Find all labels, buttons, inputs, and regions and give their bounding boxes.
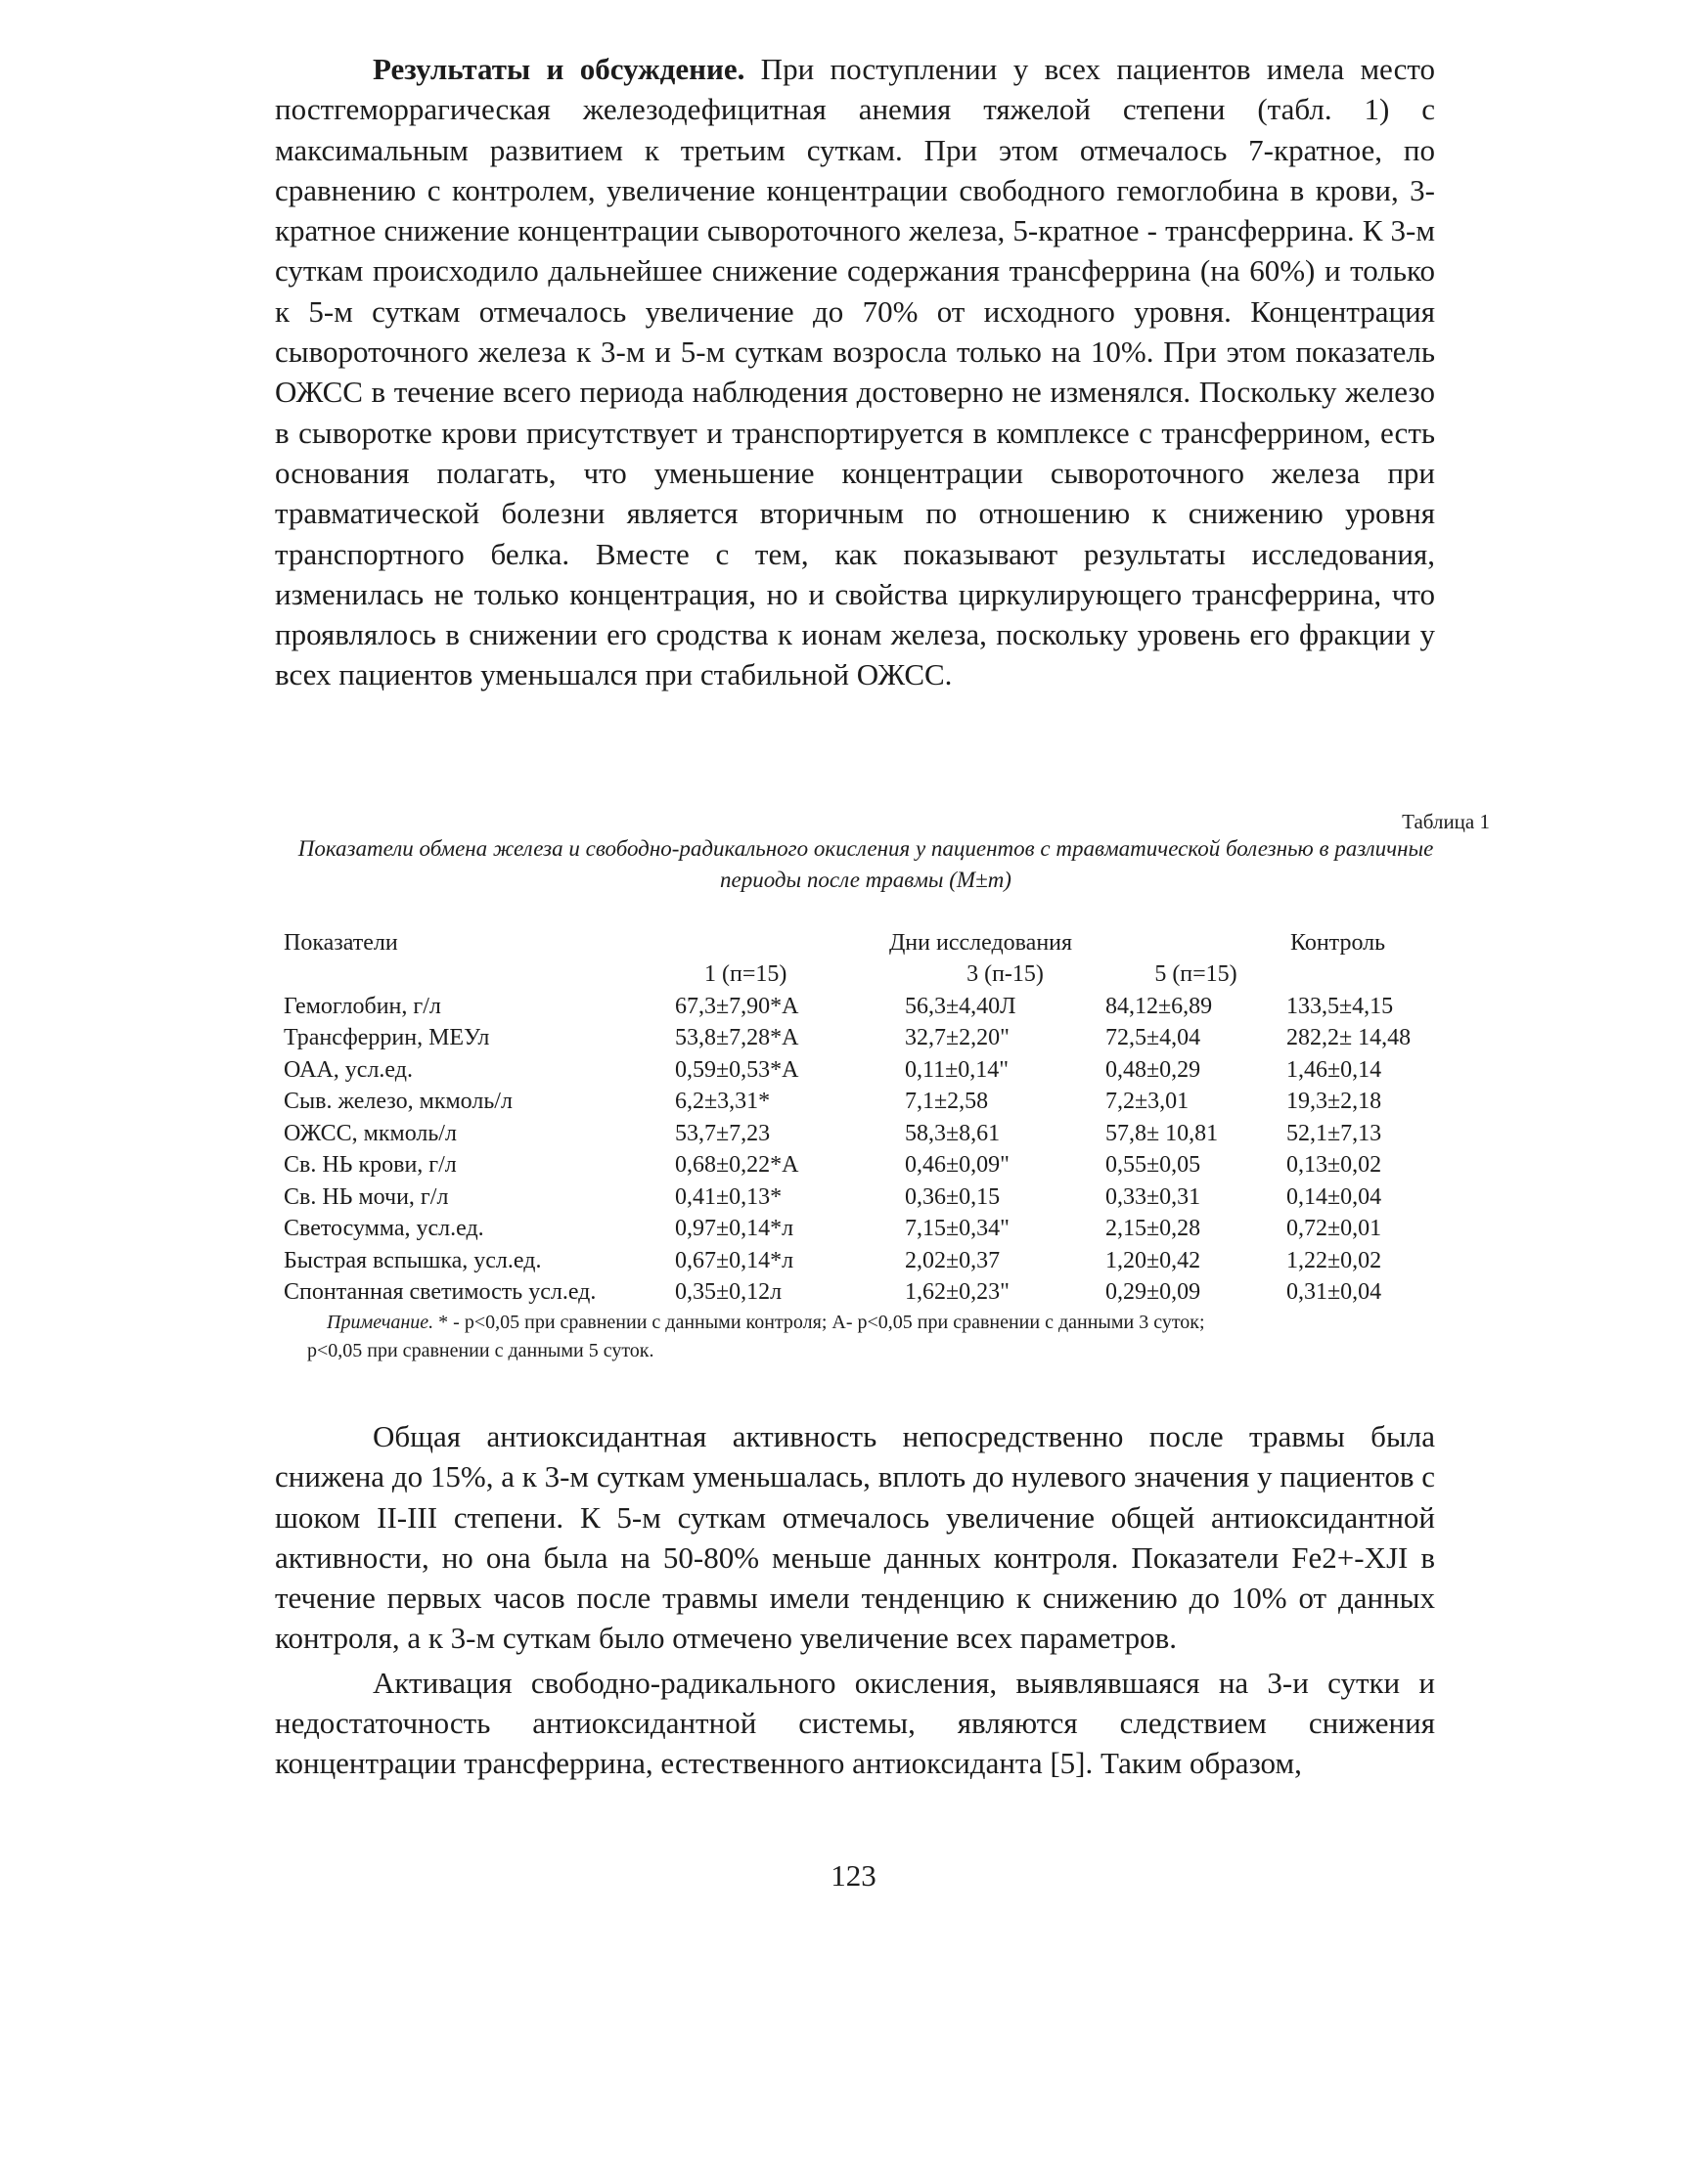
table-subheader-row xyxy=(284,959,1457,992)
cell-day3: 32,7±2,20" xyxy=(905,1025,1010,1051)
cell-indicator: Гемоглобин, г/л xyxy=(284,993,441,1019)
cell-day3: 56,3±4,40Л xyxy=(905,993,1016,1019)
table-note xyxy=(284,1309,1448,1365)
header-days-group: Дни исследования xyxy=(888,929,1073,956)
discussion-paragraph: Активация свободно-радикального окисления, выявлявшаяся на 3-и сутки и недостаточность антиоксидантной системы, являются следствием снижения концентрации трансферрина, естественного антиоксиданта [5]. Таким образом, xyxy=(275,1665,1435,1781)
cell-day5: 72,5±4,04 xyxy=(1105,1025,1201,1051)
cell-day3: 0,36±0,15 xyxy=(905,1183,1001,1210)
results-paragraph xyxy=(275,49,1435,695)
cell-indicator: Быстрая вспышка, усл.ед. xyxy=(284,1247,542,1273)
cell-day5: 7,2±3,01 xyxy=(1105,1089,1190,1115)
table-row xyxy=(284,1214,1457,1246)
cell-day1: 67,3±7,90*А xyxy=(675,993,799,1019)
note-label: Примечание. xyxy=(327,1312,434,1333)
table-row xyxy=(284,1150,1457,1182)
cell-control: 0,14±0,04 xyxy=(1286,1183,1382,1210)
cell-control: 133,5±4,15 xyxy=(1286,993,1394,1019)
cell-day5: 0,29±0,09 xyxy=(1105,1279,1201,1306)
table-row xyxy=(284,991,1457,1023)
cell-day3: 1,62±0,23" xyxy=(905,1279,1010,1306)
cell-indicator: ОЖСС, мкмоль/л xyxy=(284,1120,457,1146)
cell-control: 0,72±0,01 xyxy=(1286,1216,1382,1242)
cell-day1: 0,59±0,53*А xyxy=(675,1056,799,1083)
note-line-2: р<0,05 при сравнении с данными 5 суток. xyxy=(307,1340,654,1361)
table-row xyxy=(284,1023,1457,1055)
cell-day5: 57,8± 10,81 xyxy=(1105,1120,1219,1146)
cell-day1: 6,2±3,31* xyxy=(675,1089,771,1115)
cell-day1: 0,35±0,12л xyxy=(675,1279,783,1306)
cell-day5: 0,48±0,29 xyxy=(1105,1056,1201,1083)
table-row xyxy=(284,1181,1457,1214)
note-line-1 xyxy=(284,1309,1448,1337)
table-body xyxy=(284,927,1457,1309)
table-row xyxy=(284,1277,1457,1310)
cell-day1: 0,68±0,22*А xyxy=(675,1152,799,1179)
cell-control: 0,31±0,04 xyxy=(1286,1279,1382,1306)
header-control: Контроль xyxy=(1290,929,1386,956)
cell-day5: 0,33±0,31 xyxy=(1105,1183,1201,1210)
cell-day1: 0,97±0,14*л xyxy=(675,1216,794,1242)
table-row xyxy=(284,1087,1457,1119)
cell-day3: 7,15±0,34" xyxy=(905,1216,1010,1242)
cell-day3: 0,11±0,14" xyxy=(905,1056,1010,1083)
table-caption: Показатели обмена железа и свободно-радикального окисления у пациентов с травматической болезнью в различные периоды после травмы (М±m) xyxy=(297,836,1434,892)
cell-control: 282,2± 14,48 xyxy=(1286,1025,1412,1051)
cell-indicator: Св. НЬ мочи, г/л xyxy=(284,1183,449,1210)
iron-metabolism-table xyxy=(284,927,1457,1309)
discussion-section xyxy=(275,1416,1435,1784)
cell-day5: 0,55±0,05 xyxy=(1105,1152,1201,1179)
cell-indicator: Спонтанная светимость усл.ед. xyxy=(284,1279,597,1306)
cell-day1: 53,8±7,28*А xyxy=(675,1025,799,1051)
cell-control: 52,1±7,13 xyxy=(1286,1120,1382,1146)
cell-control: 0,13±0,02 xyxy=(1286,1152,1382,1179)
cell-day3: 0,46±0,09" xyxy=(905,1152,1010,1179)
page-number: 123 xyxy=(831,1858,876,1893)
cell-control: 1,22±0,02 xyxy=(1286,1247,1382,1273)
header-day3: 3 (п-15) xyxy=(966,961,1044,988)
discussion-paragraph: Общая антиоксидантная активность непосредственно после травмы была снижена до 15%, а к 3-м суткам уменьшалась, вплоть до нулевого значения у пациентов с шоком II-III степени. К 5-м суткам отмечалось увеличение общей антиоксидантной активности, но она была на 50-80% меньше данных контроля. Показатели Fe2+-XJI в течение первых часов после травмы имели тенденцию к снижению до 10% от данных контроля, а к 3-м суткам было отмечено увеличение всех параметров. xyxy=(275,1419,1435,1656)
section-heading: Результаты и обсуждение. xyxy=(373,52,745,86)
cell-control: 19,3±2,18 xyxy=(1286,1089,1382,1115)
cell-day1: 0,67±0,14*л xyxy=(675,1247,794,1273)
table-row xyxy=(284,1054,1457,1087)
table-row xyxy=(284,1118,1457,1150)
results-section xyxy=(275,49,1435,695)
cell-day1: 0,41±0,13* xyxy=(675,1183,783,1210)
cell-day5: 2,15±0,28 xyxy=(1105,1216,1201,1242)
cell-day3: 7,1±2,58 xyxy=(905,1089,989,1115)
header-empty xyxy=(284,959,675,992)
cell-control: 1,46±0,14 xyxy=(1286,1056,1382,1083)
results-text: При поступлении у всех пациентов имела место постгеморрагическая железодефицитная анемия тяжелой степени (табл. 1) с максимальным развитием к третьим суткам. При этом отмечалось 7-кратное, по сравнению с контролем, увеличение концентрации свободного гемоглобина в крови, 3-кратное снижение концентрации сывороточного железа, 5-кратное - трансферрина. К 3-м суткам происходило дальнейшее снижение содержания трансферрина (на 60%) и только к 5-м суткам отмечалось увеличение до 70% от исходного уровня. Концентрация сывороточного железа к 3-м и 5-м суткам возросла только на 10%. При этом показатель ОЖСС в течение всего периода наблюдения достоверно не изменялся. Поскольку железо в сыворотке крови присутствует и транспортируется в комплексе с трансферрином, есть основания полагать, что уменьшение концентрации сывороточного железа при травматической болезни является вторичным по отношению к снижению уровня транспортного белка. Вместе с тем, как показывают результаты исследования, изменилась не только концентрация, но и свойства циркулирующего трансферрина, что проявлялось в снижении его сродства к ионам железа, поскольку уровень его фракции у всех пациентов уменьшался при стабильной ОЖСС. xyxy=(275,52,1435,692)
cell-day5: 84,12±6,89 xyxy=(1105,993,1213,1019)
cell-indicator: Светосумма, усл.ед. xyxy=(284,1216,484,1242)
cell-indicator: ОАА, усл.ед. xyxy=(284,1056,413,1083)
cell-day1: 53,7±7,23 xyxy=(675,1120,771,1146)
table-row xyxy=(284,1245,1457,1277)
cell-day5: 1,20±0,42 xyxy=(1105,1247,1201,1273)
cell-indicator: Сыв. железо, мкмоль/л xyxy=(284,1089,513,1115)
cell-day3: 2,02±0,37 xyxy=(905,1247,1001,1273)
cell-indicator: Св. НЬ крови, г/л xyxy=(284,1152,457,1179)
table-header-row xyxy=(284,927,1457,959)
header-day5: 5 (п=15) xyxy=(1154,961,1237,988)
table-label: Таблица 1 xyxy=(1402,810,1490,833)
note-text-1: * - р<0,05 при сравнении с данными контроля; А- р<0,05 при сравнении с данными 3 суток; xyxy=(433,1312,1205,1333)
header-indicator: Показатели xyxy=(284,929,398,956)
cell-indicator: Трансферрин, МЕУл xyxy=(284,1025,490,1051)
cell-day3: 58,3±8,61 xyxy=(905,1120,1001,1146)
header-empty xyxy=(1286,959,1457,992)
header-day1: 1 (п=15) xyxy=(704,961,787,988)
